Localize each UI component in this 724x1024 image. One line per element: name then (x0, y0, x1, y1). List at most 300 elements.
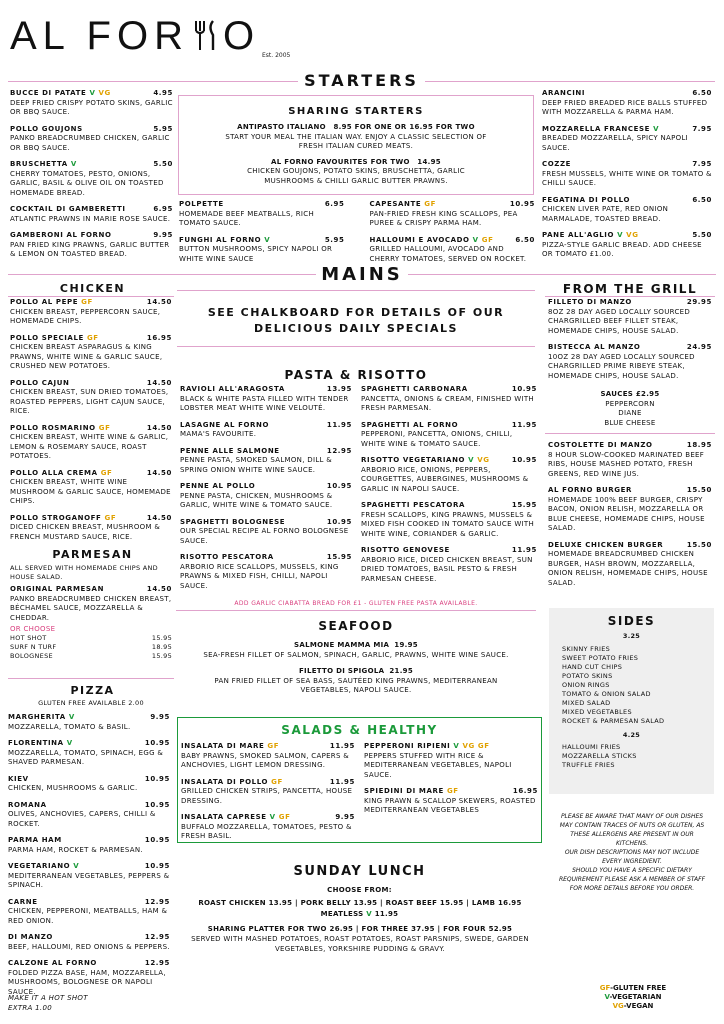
item-tags: GF (100, 468, 113, 477)
menu-item (8, 933, 170, 952)
option-price: 18.95 (151, 643, 172, 651)
item-desc: PENNE PASTA, CHICKEN, MUSHROOMS & GARLIC, WHITE WINE & TOMATO SAUCE. (180, 491, 333, 509)
antipasto-desc: START YOUR MEAL THE ITALIAN WAY. ENJOY A CLASSIC SELECTION OF FRESH ITALIAN CURED MEATS. (225, 132, 487, 150)
parmesan-option (10, 643, 172, 652)
menu-item (370, 200, 536, 229)
cutlery-icon (193, 19, 219, 51)
item-price: 6.95 (153, 205, 173, 213)
item-price: 15.50 (686, 486, 712, 494)
item-desc: ARBORIO RICE, ONIONS, PEPPERS, COURGETTES, AUBERGINES, MUSHROOMS & GARLIC IN NAPOLI SAUCE. (361, 465, 529, 493)
parmesan-option (10, 634, 172, 643)
item-desc: GRILLED HALLOUMI, AVOCADO AND CHERRY TOMATOES, SERVED ON ROCKET. (369, 245, 527, 263)
salads-right (364, 742, 538, 823)
item-tags: V VG GF (453, 742, 490, 750)
legend-vg-text: -VEGAN (623, 1002, 654, 1010)
item-price: 10.95 (326, 482, 352, 490)
item-price: 7.95 (692, 124, 712, 133)
item-tags: V VG (89, 89, 111, 97)
menu-item (361, 385, 537, 414)
item-tags: V (73, 862, 80, 870)
item-name: SALMONE MAMMA MIA (294, 641, 390, 649)
side-item: SKINNY FRIES (562, 645, 611, 653)
legend-gf: GF (599, 984, 611, 992)
sauces (548, 390, 712, 428)
item-desc: CHERRY TOMATOES, PESTO, ONIONS, GARLIC, BASIL & OLIVE OIL ON TOASTED HOMEMADE BREAD. (10, 169, 164, 197)
option-name: BOLOGNESE (10, 652, 53, 660)
item-tags: V (68, 713, 75, 721)
item-name: POLPETTE (179, 200, 224, 208)
item-price: 18.95 (686, 441, 712, 449)
item-name: ROMANA (8, 800, 47, 809)
item-price: 11.95 (511, 420, 537, 429)
menu-item (10, 205, 173, 224)
chicken-list (10, 298, 172, 549)
item-desc: PIZZA-STYLE GARLIC BREAD. ADD CHEESE OR TOMATO £1.00. (542, 240, 702, 258)
item-tags: GF (86, 333, 99, 342)
item-name: HALLOUMI E AVOCADO (369, 235, 470, 244)
item-price: 10.95 (144, 862, 170, 870)
menu-item (10, 231, 173, 260)
item-price: 14.50 (146, 378, 172, 387)
menu-item (542, 89, 712, 118)
item-price: 5.95 (153, 124, 173, 133)
item-desc: ARBORIO RICE SCALLOPS, MUSSELS, KING PRAWNS & MIXED FISH, CHILLI, NAPOLI SAUCE. (180, 562, 339, 590)
menu-item (8, 739, 170, 768)
item-desc: 10OZ 28 DAY AGED LOCALLY SOURCED CHARGRILLED PRIME RIBEYE STEAK, HOMEMADE CHIPS, HOUSE SALAD. (548, 352, 695, 380)
seafood-title: SEAFOOD (318, 619, 394, 633)
item-desc: 8OZ 28 DAY AGED LOCALLY SOURCED CHARGRILLED BEEF FILLET STEAK, HOMEMADE CHIPS, HOUSE SALAD. (548, 307, 691, 335)
item-desc: PAN FRIED KING PRAWNS, GARLIC BUTTER & LEMON ON TOASTED BREAD. (10, 240, 170, 258)
item-desc: MEDITERRANEAN VEGETABLES, PEPPERS & SPINACH. (8, 871, 170, 889)
item-name: RAVIOLI ALL'ARAGOSTA (180, 385, 285, 393)
item-name: SPAGHETTI CARBONARA (361, 385, 468, 393)
item-desc: ATLANTIC PRAWNS IN MARIE ROSE SAUCE. (10, 214, 171, 223)
menu-item (361, 546, 537, 584)
logo: AL FOR O (10, 14, 261, 58)
side-item: MIXED VEGETABLES (562, 708, 632, 716)
option-name: SURF N TURF (10, 643, 57, 651)
item-name: MOZZARELLA FRANCESE (542, 124, 651, 133)
item-desc: BLACK & WHITE PASTA FILLED WITH TENDER LOBSTER MEAT WHITE WINE VELOUTÉ. (180, 394, 349, 412)
pasta-left (180, 385, 352, 598)
item-name: INSALATA CAPRESE (181, 813, 267, 821)
side-item: TOMATO & ONION SALAD (562, 690, 651, 698)
item-price: 10.95 (511, 456, 537, 464)
pizza-note: GLUTEN FREE AVAILABLE 2.00 (38, 699, 144, 707)
menu-item (548, 541, 712, 589)
item-name: PENNE AL POLLO (180, 482, 256, 490)
item-name: FILLETO DI MANZO (548, 298, 632, 306)
sauces-title: SAUCES £2.95 (600, 390, 660, 398)
item-name: PENNE ALLE SALMONE (180, 446, 280, 455)
item-name: POLLO AL PEPE (10, 298, 79, 306)
item-tags: V GF (269, 813, 291, 821)
antipasto-name: ANTIPASTO ITALIANO (237, 123, 326, 131)
item-name: SPAGHETTI BOLOGNESE (180, 517, 286, 526)
item-desc: CHICKEN, PEPPERONI, MEATBALLS, HAM & RED ONION. (8, 907, 168, 925)
starters-right (542, 89, 712, 267)
salads-left (181, 742, 355, 849)
item-desc: HOMEMADE BEEF MEATBALLS, RICH TOMATO SAUCE. (179, 209, 315, 227)
sides-price-1: 3.25 (622, 632, 641, 640)
item-tags: V (66, 739, 73, 747)
starters-mid (179, 200, 535, 271)
hot-shot-extra: EXTRA 1.00 (8, 1003, 52, 1012)
side-item: POTATO SKINS (562, 672, 613, 680)
item-name: INSALATA DI POLLO (181, 777, 269, 786)
menu-item (542, 196, 712, 225)
item-price: 16.95 (512, 787, 538, 795)
sides-price-2: 4.25 (622, 731, 641, 739)
item-price: 11.95 (326, 420, 352, 429)
item-name: PARMA HAM (8, 836, 62, 844)
allergy-note (558, 812, 706, 893)
parmesan-title: PARMESAN (52, 548, 133, 561)
item-desc: CHICKEN BREAST ASPARAGUS & KING PRAWNS, WHITE WINE & GARLIC SAUCE, CRUSHED NEW POTATOES. (10, 343, 163, 370)
option-price: 15.95 (151, 652, 172, 660)
menu-item (548, 486, 712, 534)
grill-list-2 (548, 441, 712, 595)
sides-list-2 (549, 743, 714, 770)
menu-item (179, 200, 345, 229)
item-price: 10.95 (144, 836, 170, 844)
menu-item (10, 160, 173, 198)
item-desc: HOMEMADE BREADCRUMBED CHICKEN BURGER, HASH BROWN, MOZZARELLA, ONION RELISH, HOMEMADE CHIPS, HOUSE SALAD. (548, 550, 708, 587)
menu-item (8, 959, 170, 997)
item-name: DI MANZO (8, 933, 53, 941)
chalkboard-note: SEE CHALKBOARD FOR DETAILS OF OUR DELICIOUS DAILY SPECIALS (207, 306, 505, 335)
menu-item (542, 125, 712, 154)
menu-item (10, 469, 172, 507)
side-item: MOZZARELLA STICKS (562, 752, 637, 760)
item-price: 4.95 (153, 89, 173, 97)
allergy-2: OUR DISH DESCRIPTIONS MAY NOT INCLUDE EVERY INGREDIENT. (564, 849, 700, 865)
item-desc: MAMA'S FAVOURITE. (180, 430, 257, 438)
parmesan-note: ALL SERVED WITH HOMEMADE CHIPS AND HOUSE SALAD. (10, 564, 158, 581)
item-name: AL FORNO BURGER (548, 486, 633, 494)
item-desc: DEEP FRIED CRISPY POTATO SKINS, GARLIC OR BBQ SAUCE. (10, 98, 173, 116)
allergy-1: PLEASE BE AWARE THAT MANY OF OUR DISHES MAY CONTAIN TRACES OF NUTS OR GLUTEN, AS THESE ALLERGENS ARE PRESENT IN OUR KITCHENS. (559, 813, 705, 847)
item-name: RISOTTO VEGETARIANO (361, 456, 466, 464)
item-name: POLLO SPECIALE (10, 333, 84, 342)
menu-item (364, 787, 538, 816)
starters-title: STARTERS (304, 71, 419, 90)
item-name: RISOTTO PESCATORA (180, 553, 274, 561)
item-price: 10.95 (144, 739, 170, 747)
item-price: 15.95 (326, 553, 352, 561)
side-item: ROCKET & PARMESAN SALAD (562, 717, 665, 725)
item-name: POLLO ALLA CREMA (10, 468, 98, 477)
item-price: 11.95 (511, 546, 537, 554)
sharing-title: SHARING STARTERS (288, 106, 424, 117)
item-name: FLORENTINA (8, 739, 64, 747)
menu-item (8, 801, 170, 830)
item-desc: OUR SPECIAL RECIPE AL FORNO BOLOGNESE SAUCE. (180, 527, 349, 545)
sunday-meatless-price: 11.95 (374, 910, 399, 918)
menu-item (8, 713, 170, 732)
allergy-3: SHOULD YOU HAVE A SPECIFIC DIETARY REQUIREMENT PLEASE ASK A MEMBER OF STAFF FOR MORE DETAILS BEFORE YOU ORDER. (558, 867, 706, 892)
sauce-peppercorn: PEPPERCORN (605, 399, 655, 408)
item-price: 15.50 (686, 540, 712, 549)
item-name: RISOTTO GENOVESE (361, 546, 450, 554)
menu-item (8, 898, 170, 927)
item-name: LASAGNE AL FORNO (180, 420, 270, 429)
sauce-blue-cheese: BLUE CHEESE (604, 418, 656, 427)
item-price: 16.95 (146, 333, 172, 342)
seafood-item (178, 667, 534, 696)
item-name: INSALATA DI MARE (181, 742, 265, 750)
item-tags: GF (81, 298, 93, 306)
menu-item (180, 421, 352, 440)
item-desc: PAN FRIED FILLET OF SEA BASS, SAUTÉED KING PRAWNS, MEDITERRANEAN VEGETABLES, NAPOLI SAUCE. (214, 676, 498, 694)
item-desc: MOZZARELLA, TOMATO, SPINACH, EGG & SHAVED PARMESAN. (8, 748, 164, 766)
favourites-name: AL FORNO FAVOURITES FOR TWO (271, 157, 410, 166)
item-tags: V (70, 160, 77, 168)
menu-item (8, 836, 170, 855)
item-tags: V VG (468, 456, 490, 464)
legend-v-text: -VEGETARIAN (609, 993, 662, 1001)
item-tags: GF (104, 513, 117, 522)
item-desc: BUTTON MUSHROOMS, SPICY NAPOLI OR WHITE WINE SAUCE (179, 245, 333, 263)
item-name: COCKTAIL DI GAMBERETTI (10, 205, 126, 213)
sunday-choose: CHOOSE FROM: (327, 886, 392, 894)
item-price: 10.95 (144, 774, 170, 783)
side-item: ONION RINGS (562, 681, 610, 689)
item-tags: GF (446, 787, 459, 795)
menu-item (548, 298, 712, 336)
menu-item (361, 501, 537, 539)
side-item: HALLOUMI FRIES (562, 743, 621, 751)
item-desc: PANCETTA, ONIONS & CREAM, FINISHED WITH FRESH PARMESAN. (361, 394, 534, 412)
item-desc: KING PRAWN & SCALLOP SKEWERS, ROASTED MEDITERRANEAN VEGETABLES (364, 796, 536, 814)
item-name: PEPPERONI RIPIENI (364, 742, 451, 750)
antipasto-price: 8.95 FOR ONE OR 16.95 FOR TWO (333, 123, 475, 131)
item-price: 12.95 (326, 446, 352, 455)
grill-list (548, 298, 712, 388)
legend-vg: VG (612, 1002, 624, 1010)
parmesan-or: OR CHOOSE (10, 625, 56, 633)
mains-title: MAINS (321, 264, 403, 285)
item-price: 10.95 (144, 800, 170, 809)
parmesan-option (10, 652, 172, 661)
item-price: 14.50 (146, 468, 172, 477)
item-name: BRUSCHETTA (10, 160, 68, 168)
item-price: 14.50 (146, 423, 172, 432)
item-desc: CHICKEN BREAST, WHITE WINE MUSHROOM & GARLIC SAUCE, HOMEMADE CHIPS. (10, 478, 171, 505)
item-desc: BREADED MOZZARELLA, SPICY NAPOLI SAUCE. (542, 134, 689, 152)
item-price: 10.95 (511, 385, 537, 393)
item-tags: V (264, 235, 271, 244)
item-tags: V VG (617, 231, 639, 239)
pasta-title: PASTA & RISOTTO (284, 368, 428, 382)
item-price: 10.95 (326, 517, 352, 526)
item-name: CAPESANTE (369, 200, 422, 208)
pizza-list (8, 713, 170, 1004)
parmesan-options (10, 634, 172, 661)
item-name: FILETTO DI SPIGOLA (298, 667, 385, 675)
item-desc: FRESH SCALLOPS, KING PRAWNS, MUSSELS & MIXED FISH COOKED IN TOMATO SAUCE WITH WHITE WINE, CORIANDER & GARLIC. (361, 510, 535, 538)
item-desc: DICED CHICKEN BREAST, MUSHROOM & FRENCH MUSTARD SAUCE, RICE. (10, 523, 161, 541)
pasta-note: ADD GARLIC CIABATTA BREAD FOR £1 - GLUTEN FREE PASTA AVAILABLE. (234, 600, 478, 607)
menu-item (10, 379, 172, 417)
menu-item (10, 125, 173, 154)
menu-item (10, 334, 172, 372)
item-price: 12.95 (144, 933, 170, 941)
item-price: 5.50 (153, 160, 173, 168)
menu-item (181, 742, 355, 771)
menu-item (8, 775, 170, 794)
item-tags: GF (271, 777, 283, 786)
item-name: COZZE (542, 160, 572, 168)
legend-gf-text: -GLUTEN FREE (610, 984, 667, 992)
sharing-box (178, 95, 534, 195)
item-name: KIEV (8, 774, 29, 783)
menu-item (361, 456, 537, 494)
item-desc: DEEP FRIED BREADED RICE BALLS STUFFED WITH MOZZARELLA & PARMA HAM. (542, 98, 708, 116)
parmesan-section (10, 564, 172, 661)
menu-item (181, 778, 355, 807)
item-desc: BEEF, HALLOUMI, RED ONIONS & PEPPERS. (8, 942, 170, 951)
item-name: SPAGHETTI AL FORNO (361, 420, 459, 429)
item-tags: GF (424, 200, 437, 208)
item-price: 24.95 (686, 343, 712, 351)
item-price: 14.50 (146, 513, 172, 522)
parmesan-desc: PANKO BREADCRUMBED CHICKEN BREAST, BÉCHAMEL SAUCE, MOZZARELLA & CHEDDAR. (10, 594, 172, 622)
menu-item (180, 518, 352, 547)
item-name: GAMBERONI AL FORNO (10, 231, 112, 239)
item-price: 9.95 (335, 813, 355, 821)
menu-item (370, 236, 536, 265)
item-price: 10.95 (509, 200, 535, 208)
item-price: 5.95 (324, 235, 345, 244)
item-name: SPAGHETTI PESCATORA (361, 501, 465, 509)
item-price: 5.50 (692, 231, 712, 239)
item-price: 11.95 (329, 777, 355, 786)
item-desc: SEA-FRESH FILLET OF SALMON, SPINACH, GARLIC, PRAWNS, WHITE WINE SAUCE. (203, 650, 509, 659)
item-desc: ARBORIO RICE, DICED CHICKEN BREAST, SUN DRIED TOMATOES, BASIL PESTO & FRESH PARMESAN CHEESE. (361, 555, 533, 583)
hot-shot: MAKE IT A HOT SHOT (8, 994, 88, 1002)
item-price: 9.95 (150, 713, 170, 721)
menu-item (10, 89, 173, 118)
sauce-diane: DIANE (618, 409, 642, 417)
item-name: ARANCINI (542, 89, 586, 97)
item-name: MARGHERITA (8, 713, 66, 721)
menu-item (364, 742, 538, 780)
item-tags: GF (267, 742, 280, 750)
item-price: 21.95 (389, 667, 414, 675)
menu-item (361, 421, 537, 450)
item-name: FUNGHI AL FORNO (179, 235, 262, 244)
menu-item (180, 482, 352, 511)
item-name: BUCCE DI PATATE (10, 89, 87, 97)
menu-item (542, 231, 712, 260)
item-tags: GF (98, 423, 111, 432)
item-name: CALZONE AL FORNO (8, 959, 97, 967)
legend-v: V (604, 993, 610, 1001)
menu-item (10, 298, 172, 327)
side-item: SWEET POTATO FRIES (562, 654, 639, 662)
item-price: 12.95 (144, 897, 170, 906)
est-label: Est. 2005 (262, 52, 291, 59)
item-desc: CHICKEN BREAST, SUN DRIED TOMATOES, ROASTED PEPPERS, LIGHT CAJUN SAUCE, RICE. (10, 388, 169, 415)
item-name: FEGATINA DI POLLO (542, 195, 631, 204)
item-price: 15.95 (511, 501, 537, 509)
item-desc: CHICKEN BREAST, PEPPERCORN SAUCE, HOMEMADE CHIPS. (10, 307, 161, 325)
item-name: POLLO STROGANOFF (10, 513, 102, 522)
item-desc: PENNE PASTA, SMOKED SALMON, DILL & SPRING ONION WHITE WINE SAUCE. (180, 456, 332, 474)
item-tags: V GF (472, 235, 494, 244)
item-desc: GRILLED CHICKEN STRIPS, PANCETTA, HOUSE DRESSING. (181, 787, 353, 805)
menu-item (548, 441, 712, 479)
item-price: 6.95 (324, 200, 345, 208)
grill-title: FROM THE GRILL (562, 282, 698, 296)
side-item: HAND CUT CHIPS (562, 663, 623, 671)
menu-item (8, 862, 170, 891)
item-desc: PEPPERONI, PANCETTA, ONIONS, CHILLI, WHITE WINE & TOMATO SAUCE. (361, 430, 513, 448)
item-price: 29.95 (686, 298, 712, 306)
item-name: CARNE (8, 897, 38, 906)
item-desc: OLIVES, ANCHOVIES, CAPERS, CHILLI & ROCKET. (8, 810, 156, 828)
item-name: COSTOLETTE DI MANZO (548, 441, 653, 449)
seafood-list (178, 641, 534, 703)
item-price: 19.95 (394, 641, 418, 649)
menu-item (180, 447, 352, 476)
chicken-title: CHICKEN (59, 282, 126, 295)
item-desc: BABY PRAWNS, SMOKED SALMON, CAPERS & ANCHOVIES, LIGHT LEMON DRESSING. (181, 751, 349, 769)
item-name: POLLO GOUJONS (10, 124, 83, 133)
menu-item (10, 514, 172, 543)
item-desc: PEPPERS STUFFED WITH RICE & MEDITERRANEAN VEGETABLES, NAPOLI SAUCE. (364, 751, 512, 779)
item-desc: 8 HOUR SLOW-COOKED MARINATED BEEF RIBS, HOUSE MASHED POTATO, FRESH GREENS, RED WINE JUS. (548, 450, 705, 478)
item-desc: BUFFALO MOZZARELLA, TOMATOES, PESTO & FRESH BASIL. (181, 822, 352, 840)
sunday-line1: ROAST CHICKEN 13.95 | PORK BELLY 13.95 | ROAST BEEF 15.95 | LAMB 16.95 (198, 899, 522, 907)
sides-box (549, 608, 714, 794)
item-price: 14.50 (146, 298, 172, 306)
side-item: TRUFFLE FRIES (562, 761, 615, 769)
item-desc: CHICKEN BREAST, WHITE WINE & GARLIC, LEMON & ROSEMARY SAUCE, ROAST POTATOES. (10, 433, 169, 460)
sunday-line3: SHARING PLATTER FOR TWO 26.95 | FOR THREE 37.95 | FOR FOUR 52.95 (207, 925, 513, 933)
favourites-desc: CHICKEN GOUJONS, POTATO SKINS, BRUSCHETTA, GARLIC MUSHROOMS & CHILLI GARLIC BUTTER PRAWNS. (247, 167, 465, 185)
option-name: HOT SHOT (10, 634, 47, 642)
sunday-title: SUNDAY LUNCH (293, 864, 426, 879)
item-desc: CHICKEN LIVER PATE, RED ONION MARMALADE, TOASTED BREAD. (542, 205, 669, 223)
menu-item (180, 553, 352, 591)
item-price: 6.50 (692, 89, 712, 97)
item-name: VEGETARIANO (8, 862, 71, 870)
option-price: 15.95 (151, 634, 172, 642)
starters-left (10, 89, 173, 267)
sides-list-1 (549, 645, 714, 726)
menu-item (548, 343, 712, 381)
menu-item (179, 236, 345, 265)
item-desc: MOZZARELLA, TOMATO & BASIL. (8, 722, 131, 731)
parmesan-name: ORIGINAL PARMESAN (10, 585, 105, 593)
item-price: 6.50 (692, 195, 712, 204)
sunday-veg-tag: V (366, 910, 372, 918)
item-name: POLLO ROSMARINO (10, 423, 96, 432)
menu-item (181, 813, 355, 842)
item-desc: HOMEMADE 100% BEEF BURGER, CRISPY BACON, ONION RELISH, MOZZARELLA OR BLUE CHEESE, HOMEMADE CHIPS, HOUSE SALAD. (548, 495, 705, 532)
item-desc: PAN-FRIED FRESH KING SCALLOPS, PEA PUREE & CRISPY PARMA HAM. (369, 209, 518, 227)
menu-item (180, 385, 352, 414)
item-name: POLLO CAJUN (10, 378, 70, 387)
item-price: 11.95 (329, 742, 355, 750)
item-price: 7.95 (692, 160, 712, 168)
item-name: DELUXE CHICKEN BURGER (548, 540, 664, 549)
menu-item (542, 160, 712, 189)
item-price: 13.95 (326, 385, 352, 393)
item-price: 9.95 (153, 231, 173, 239)
